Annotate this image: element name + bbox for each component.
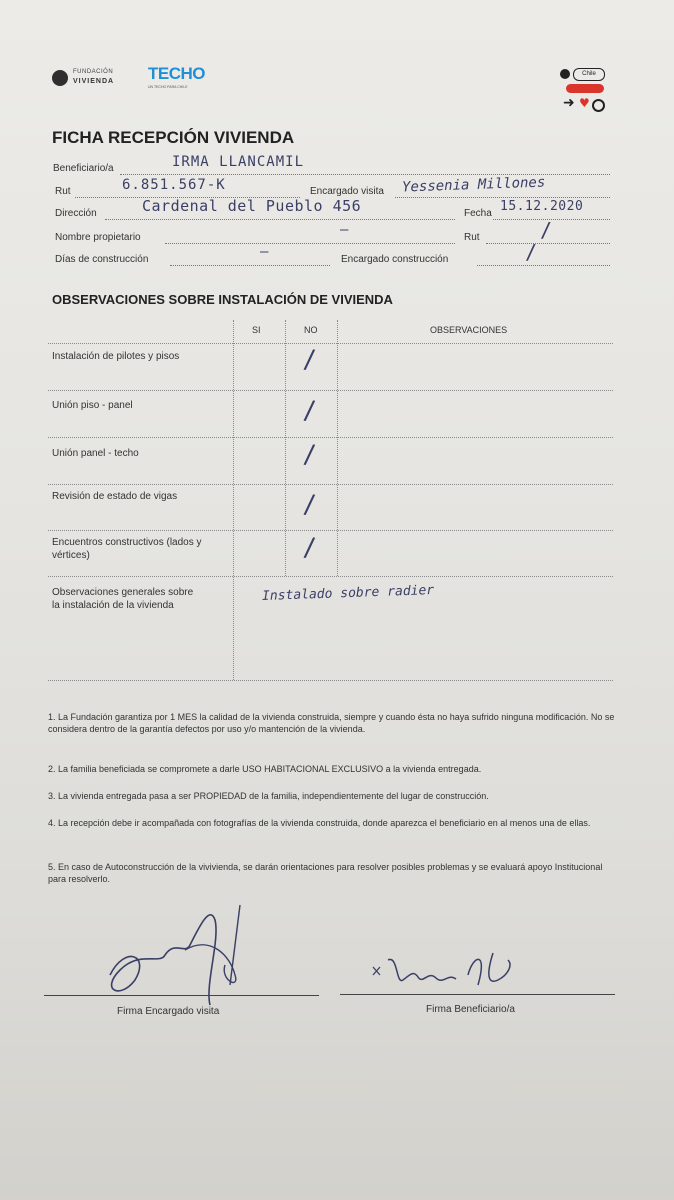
beneficiario-value: IRMA LLANCAMIL (172, 154, 305, 170)
col-obs-header: OBSERVACIONES (430, 325, 508, 335)
heart-icon: ♥ (579, 96, 590, 110)
col-si-header: SI (252, 325, 261, 335)
note-item: 5. En caso de Autoconstrucción de la vivivienda, se darán orientaciones para resolver posibles problemas y se evaluará apoyo Institucional para resolverlo. (48, 862, 603, 884)
general-observations-label: Observaciones generales sobre la instalación de la vivienda (52, 587, 194, 611)
direccion-value: Cardenal del Pueblo 456 (142, 197, 362, 215)
signature-line-right (340, 994, 615, 995)
check-mark-no: / (302, 395, 316, 427)
fecha-value: 15.12.2020 (500, 199, 584, 214)
direccion-line (105, 219, 455, 220)
fundacion-logo-line2: VIVIENDA (73, 78, 115, 85)
rut2-line (486, 243, 610, 244)
fundacion-logo (52, 68, 132, 90)
table-row-label: Unión panel - techo (52, 448, 139, 459)
check-mark-no: / (302, 532, 316, 564)
general-observations-value: Instalado sobre radier (261, 582, 435, 605)
check-mark-no: / (302, 439, 316, 471)
note-item: 2. La familia beneficiada se compromete a darle USO HABITACIONAL EXCLUSIVO a la vivienda entregada. (48, 764, 482, 774)
dias-value: — (260, 244, 269, 260)
propietario-label: Nombre propietario (55, 232, 141, 243)
encargado-construccion-line (477, 265, 610, 266)
circle-icon (560, 69, 570, 79)
table-row-label: Revisión de estado de vigas (52, 491, 178, 502)
signature-line-left (44, 995, 319, 996)
col-no-header: NO (304, 325, 318, 335)
rut2-label: Rut (464, 232, 480, 243)
encargado-visita-label: Encargado visita (310, 186, 384, 197)
grid-hline (48, 530, 613, 531)
grid-hline (48, 484, 613, 485)
encargado-visita-line (395, 197, 610, 198)
note-item: 4. La recepción debe ir acompañada con fotografías de la vivienda construida, donde aparezca el beneficiario en al menos una de ellas. (48, 818, 591, 828)
table-row-label: Unión piso - panel (52, 400, 133, 411)
encargado-visita-value: Yessenia Millones (401, 174, 546, 196)
note-item: 3. La vivienda entregada pasa a ser PROPIEDAD de la familia, independientemente del lugar de construcción. (48, 791, 489, 801)
red-bar-icon (566, 84, 604, 93)
signature-encargado (90, 895, 260, 1015)
dias-label: Días de construcción (55, 254, 149, 265)
fundacion-logo-mark (52, 70, 68, 86)
fecha-label: Fecha (464, 208, 492, 219)
techo-logo-text: TECHO (148, 64, 205, 83)
signature-right-label: Firma Beneficiario/a (426, 1004, 515, 1015)
encargado-construccion-value: / (525, 240, 538, 264)
observaciones-title: OBSERVACIONES SOBRE INSTALACIÓN DE VIVIENDA (52, 292, 393, 307)
chile-badge: Chile (573, 68, 605, 81)
fundacion-logo-line1: FUNDACIÓN (73, 69, 114, 75)
table-row-label: Instalación de pilotes y pisos (52, 351, 180, 362)
signature-beneficiario (368, 945, 528, 1000)
dias-line (170, 265, 330, 266)
direccion-label: Dirección (55, 208, 97, 219)
check-mark-no: / (302, 344, 316, 376)
check-mark-no: / (302, 489, 316, 521)
rut-label: Rut (55, 186, 71, 197)
encargado-construccion-label: Encargado construcción (341, 254, 449, 265)
grid-vline (285, 320, 286, 576)
grid-hline (48, 680, 613, 681)
grid-hline (48, 437, 613, 438)
ring-icon (592, 99, 605, 112)
beneficiario-label: Beneficiario/a (53, 163, 114, 174)
rut2-value: / (540, 218, 553, 242)
grid-vline (233, 320, 234, 680)
rut-value: 6.851.567-K (122, 177, 226, 193)
propietario-value: — (340, 222, 349, 238)
techo-logo (148, 64, 218, 94)
arrow-icon: ➜ (563, 95, 575, 111)
grid-hline (48, 576, 613, 577)
propietario-line (165, 243, 455, 244)
signature-left-label: Firma Encargado visita (117, 1006, 220, 1017)
chile-badge-logo (560, 66, 608, 118)
grid-hline (48, 343, 613, 344)
page-title: FICHA RECEPCIÓN VIVIENDA (52, 128, 295, 147)
grid-hline (48, 390, 613, 391)
note-item: 1. La Fundación garantiza por 1 MES la calidad de la vivienda construida, siempre y cuando ésta no haya sufrido ninguna modificación. No se considera dentro de la garantía defectos por uso y/o mantención de la vivienda. (48, 712, 615, 734)
table-row-label: Encuentros constructivos (lados y vértices) (52, 537, 202, 561)
techo-logo-sub: UN TECHO PARA CHILE (148, 85, 188, 89)
grid-vline (337, 320, 338, 576)
